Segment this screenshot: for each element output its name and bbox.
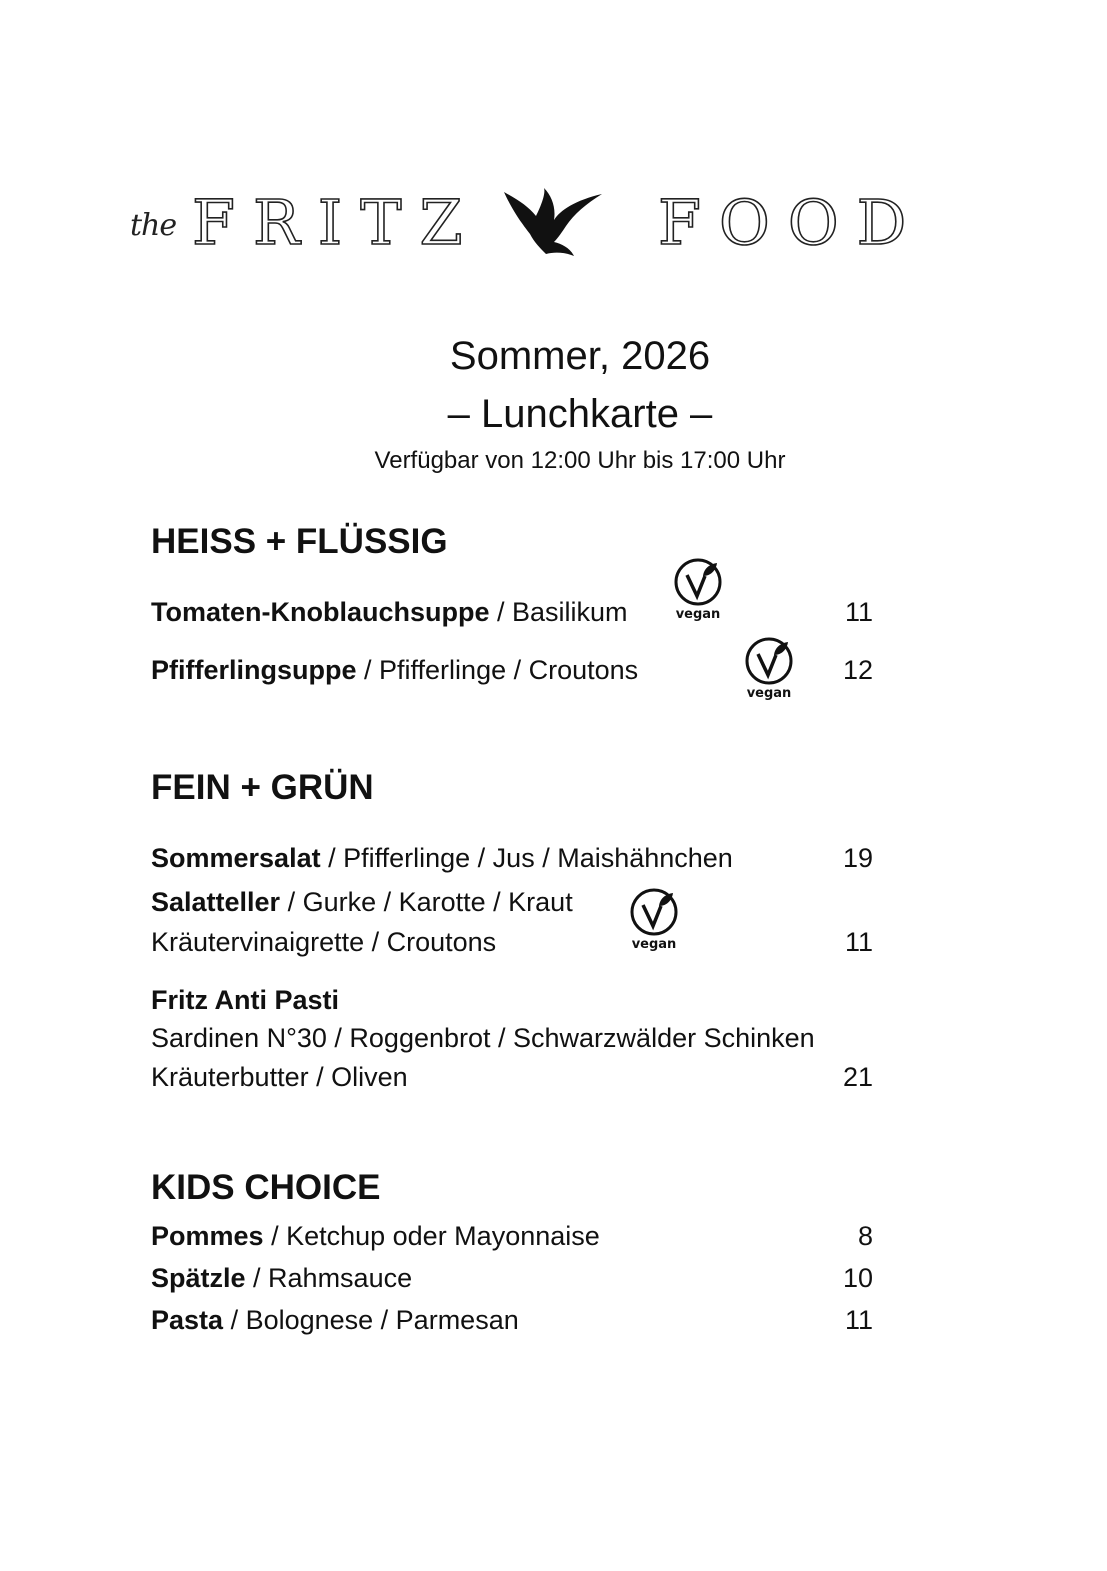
menu-item <box>151 843 733 874</box>
menu-season: Sommer, 2026 <box>449 334 711 378</box>
eagle-logo-icon <box>500 186 606 258</box>
item-name: Sommersalat <box>151 843 321 873</box>
item-name: Pasta <box>151 1305 224 1335</box>
menu-item <box>151 655 638 686</box>
item-desc: / Gurke / Karotte / Kraut <box>280 887 573 917</box>
item-price: 10 <box>842 1263 873 1293</box>
item-desc: / Pfifferlinge / Jus / Maishähnchen <box>320 843 733 873</box>
item-name: Fritz Anti Pasti <box>151 985 340 1015</box>
menu-item <box>151 985 339 1016</box>
vegan-label: vegan <box>675 607 721 622</box>
item-desc: / Basilikum <box>489 597 628 627</box>
vegan-icon <box>626 888 682 954</box>
item-price: 11 <box>844 597 873 627</box>
item-name: Pfifferlingsuppe <box>151 655 357 685</box>
item-desc: / Ketchup oder Mayonnaise <box>263 1221 600 1251</box>
item-desc-line: Kräutervinaigrette / Croutons <box>151 927 497 957</box>
item-desc-line: Sardinen N°30 / Roggenbrot / Schwarzwälder Schinken <box>151 1023 815 1053</box>
item-price: 11 <box>844 1305 873 1335</box>
item-price: 19 <box>842 843 873 873</box>
section-title: FEIN + GRÜN <box>151 768 374 807</box>
item-desc-line: Kräuterbutter / Oliven <box>151 1062 408 1092</box>
vegan-icon <box>670 558 726 624</box>
menu-item <box>151 597 628 628</box>
section-title: KIDS CHOICE <box>151 1168 381 1207</box>
menu-title: – Lunchkarte – <box>447 392 713 436</box>
item-name: Tomaten-Knoblauchsuppe <box>151 597 490 627</box>
logo-the: the <box>130 208 177 243</box>
vegan-label: vegan <box>631 937 677 952</box>
logo-fritz: FRITZ <box>192 186 481 259</box>
item-name: Spätzle <box>151 1263 246 1293</box>
item-desc: / Pfifferlinge / Croutons <box>356 655 639 685</box>
item-desc: / Bolognese / Parmesan <box>223 1305 519 1335</box>
item-price: 21 <box>842 1062 873 1092</box>
item-name: Salatteller <box>151 887 281 917</box>
menu-item <box>151 887 573 918</box>
item-price: 11 <box>844 927 873 957</box>
section-title: HEISS + FLÜSSIG <box>151 522 448 561</box>
item-price: 8 <box>857 1221 873 1251</box>
menu-item <box>151 1221 600 1252</box>
availability-note: Verfügbar von 12:00 Uhr bis 17:00 Uhr <box>374 447 786 474</box>
menu-item <box>151 1263 412 1294</box>
item-price: 12 <box>842 655 873 685</box>
vegan-label: vegan <box>746 686 792 701</box>
logo-food: FOOD <box>658 186 925 259</box>
menu-item <box>151 1305 519 1336</box>
item-name: Pommes <box>151 1221 264 1251</box>
item-desc: / Rahmsauce <box>245 1263 413 1293</box>
